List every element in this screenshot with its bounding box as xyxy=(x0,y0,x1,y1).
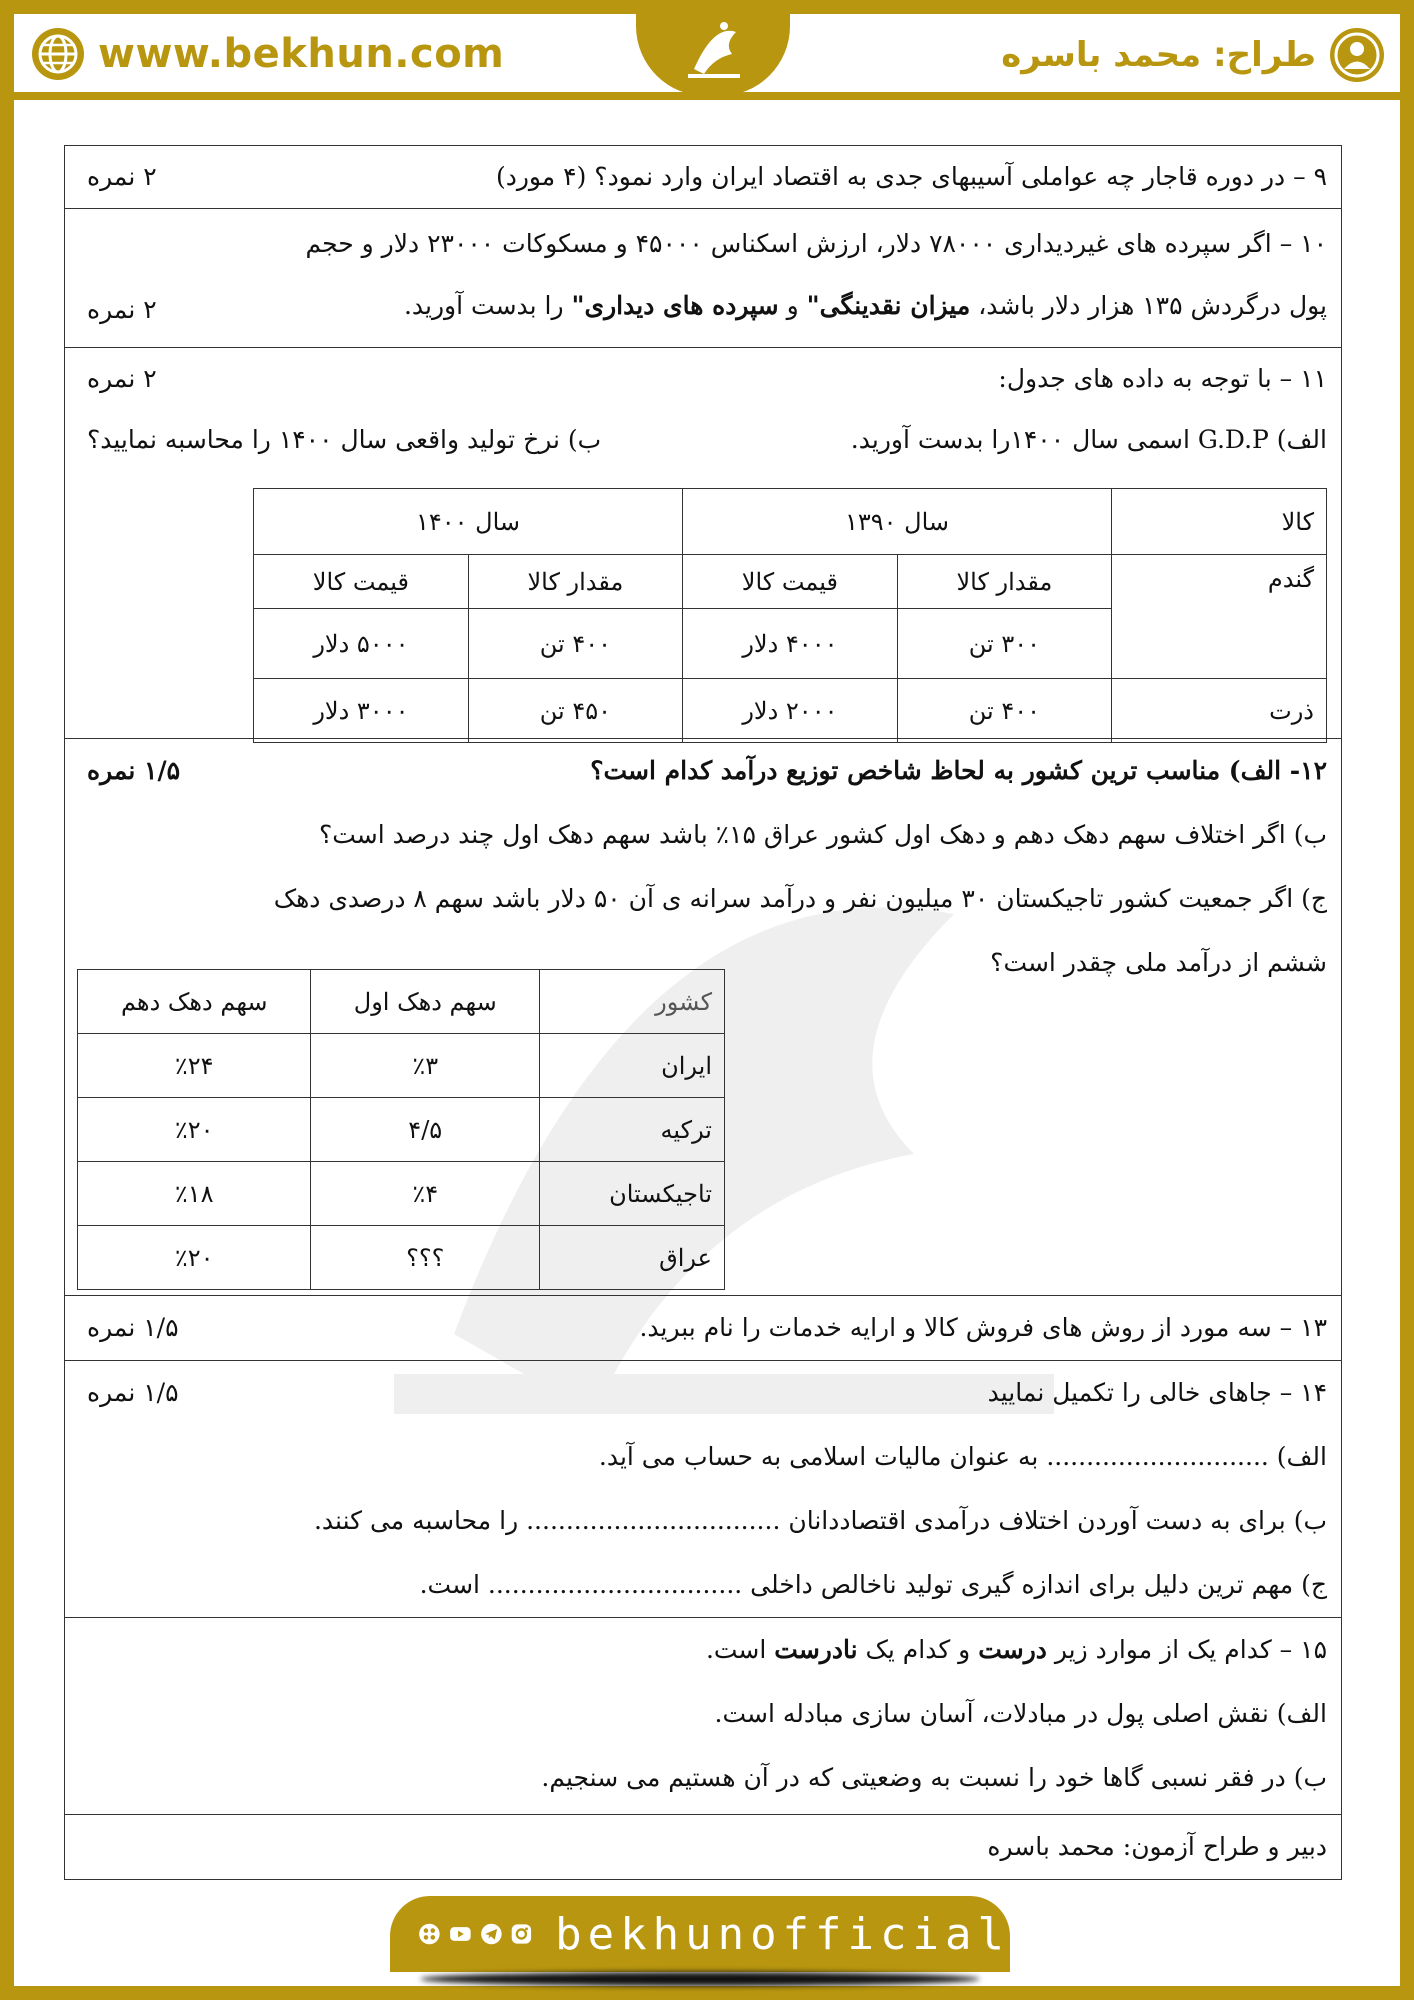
q10-line2-a: پول درگردش ۱۳۵ هزار دلار باشد، xyxy=(970,291,1327,320)
gdp-row-1-p1400: ۵۰۰۰ دلار xyxy=(254,609,469,679)
income-row-1-country: ایران xyxy=(540,1034,725,1098)
q11-part-b: ب) نرخ تولید واقعی سال ۱۴۰۰ را محاسبه نمایید؟ xyxy=(87,425,602,454)
income-row-4-country: عراق xyxy=(540,1226,725,1290)
gdp-row-1-q1400: ۴۰۰ تن xyxy=(468,609,682,679)
income-row-4-first: ؟؟؟ xyxy=(311,1226,540,1290)
q15-intro-b: درست xyxy=(978,1635,1047,1664)
q10-line2 xyxy=(65,275,1341,337)
q10-line2-b: میزان نقدینگی" xyxy=(806,291,971,320)
gdp-row-2-q1400: ۴۵۰ تن xyxy=(468,679,682,743)
q11-part-a: الف) G.D.P اسمی سال ۱۴۰۰را بدست آورید. xyxy=(850,425,1327,454)
header-divider xyxy=(14,92,1400,100)
q11-parts xyxy=(65,410,1341,470)
q11-score: ۲ نمره xyxy=(87,364,157,393)
q15-intro-c: و کدام یک xyxy=(857,1635,979,1664)
income-row-4-tenth: ٪۲۰ xyxy=(78,1226,311,1290)
gdp-row-1-q1390: ۳۰۰ تن xyxy=(897,609,1111,679)
gdp-h-price-1400: قیمت کالا xyxy=(254,555,469,609)
q10-line1: ۱۰ – اگر سپرده های غیردیداری ۷۸۰۰۰ دلار، ارزش اسکناس ۴۵۰۰۰ و مسکوکات ۲۳۰۰۰ دلار و حجم xyxy=(305,229,1327,258)
q14-intro: ۱۴ – جاهای خالی را تکمیل نمایید xyxy=(987,1378,1327,1407)
user-icon xyxy=(1328,26,1386,84)
q14-c: ج) مهم ترین دلیل برای اندازه گیری تولید ناخالص داخلی ................................ است. xyxy=(419,1570,1327,1599)
q15-intro-a: ۱۵ – کدام یک از موارد زیر xyxy=(1046,1635,1327,1664)
page xyxy=(14,14,1400,1986)
q13-text: ۱۳ – سه مورد از روش های فروش کالا و ارایه خدمات را نام ببرید. xyxy=(639,1313,1327,1342)
q10-line2-e: را بدست آورید. xyxy=(403,291,572,320)
q10-line2-d: سپرده های دیداری" xyxy=(571,291,779,320)
aparat-icon[interactable] xyxy=(418,1914,441,1954)
income-row-3-first: ٪۴ xyxy=(311,1162,540,1226)
logo-mark xyxy=(674,14,754,90)
q15-intro-d: نادرست xyxy=(774,1635,858,1664)
gdp-row-2-p1390: ۲۰۰۰ دلار xyxy=(683,679,898,743)
income-h-country: کشور xyxy=(540,970,725,1034)
teacher-text: دبیر و طراح آزمون: محمد باسره xyxy=(987,1832,1327,1861)
income-row-2-first: ۴/۵ xyxy=(311,1098,540,1162)
q15-b: ب) در فقر نسبی گاها خود را نسبت به وضعیتی که در آن هستیم می سنجیم. xyxy=(541,1763,1327,1792)
q14-score: ۱/۵ نمره xyxy=(87,1378,179,1407)
question-9 xyxy=(65,146,1341,209)
globe-icon xyxy=(30,26,86,82)
header xyxy=(14,14,1400,94)
youtube-icon[interactable] xyxy=(449,1914,472,1954)
designer xyxy=(1001,26,1386,84)
q12-c1: ج) اگر جمعیت کشور تاجیکستان ۳۰ میلیون نفر و درآمد سرانه ی آن ۵۰ دلار باشد سهم ۸ درصدی دهک xyxy=(273,884,1327,913)
question-11 xyxy=(65,348,1341,739)
q12-c2: ششم از درآمد ملی چقدر است؟ xyxy=(990,948,1327,977)
income-row-3-country: تاجیکستان xyxy=(540,1162,725,1226)
gdp-row-2-q1390: ۴۰۰ تن xyxy=(897,679,1111,743)
q10-score: ۲ نمره xyxy=(87,295,157,324)
income-table xyxy=(77,969,725,1290)
income-row-1-tenth: ٪۲۴ xyxy=(78,1034,311,1098)
q12-a: ۱۲- الف) مناسب ترین کشور به لحاظ شاخص توزیع درآمد کدام است؟ xyxy=(590,756,1327,785)
telegram-icon[interactable] xyxy=(480,1914,503,1954)
gdp-h-1390: سال ۱۳۹۰ xyxy=(683,489,1112,555)
question-13 xyxy=(65,1296,1341,1361)
q12-b: ب) اگر اختلاف سهم دهک دهم و دهک اول کشور عراق ۱۵٪ باشد سهم دهک اول چند درصد است؟ xyxy=(318,820,1327,849)
income-row-2-country: ترکیه xyxy=(540,1098,725,1162)
question-12 xyxy=(65,739,1341,1296)
q9-text: ۹ – در دوره قاجار چه عواملی آسیبهای جدی به اقتصاد ایران وارد نمود؟ (۴ مورد) xyxy=(495,162,1327,191)
gdp-row-2-p1400: ۳۰۰۰ دلار xyxy=(254,679,469,743)
designer-text: طراح: محمد باسره xyxy=(1001,35,1316,75)
gdp-row-1-p1390: ۴۰۰۰ دلار xyxy=(683,609,898,679)
q13-score: ۱/۵ نمره xyxy=(87,1313,179,1342)
q15-intro xyxy=(65,1618,1341,1682)
gdp-row-1-item: گندم xyxy=(1112,555,1327,679)
instagram-icon[interactable] xyxy=(510,1914,533,1954)
question-15 xyxy=(65,1618,1341,1815)
gdp-row-2-item: ذرت xyxy=(1112,679,1327,743)
q10-line2-c: و xyxy=(778,291,807,320)
question-10 xyxy=(65,213,1341,348)
gdp-table xyxy=(253,488,1327,743)
website-link[interactable] xyxy=(30,26,504,82)
gdp-h-item: کالا xyxy=(1112,489,1327,555)
income-h-tenth: سهم دهک دهم xyxy=(78,970,311,1034)
q14-b: ب) برای به دست آوردن اختلاف درآمدی اقتصاددانان ................................ را محاسبه می کنند. xyxy=(313,1506,1327,1535)
gdp-h-qty-1390: مقدار کالا xyxy=(897,555,1111,609)
website-text: www.bekhun.com xyxy=(98,31,505,77)
q14-a: الف) ............................ به عنوان مالیات اسلامی به حساب می آید. xyxy=(598,1442,1327,1471)
income-row-3-tenth: ٪۱۸ xyxy=(78,1162,311,1226)
income-h-first: سهم دهک اول xyxy=(311,970,540,1034)
gdp-h-price-1390: قیمت کالا xyxy=(683,555,898,609)
q15-a: الف) نقش اصلی پول در مبادلات، آسان سازی مبادله است. xyxy=(714,1699,1327,1728)
gdp-h-qty-1400: مقدار کالا xyxy=(468,555,682,609)
exam-content xyxy=(64,145,1342,1880)
q11-intro: ۱۱ – با توجه به داده های جدول: xyxy=(998,364,1327,393)
question-14 xyxy=(65,1361,1341,1618)
social-handle[interactable]: bekhunofficial xyxy=(555,1908,1010,1960)
teacher-row xyxy=(65,1815,1341,1880)
gdp-h-1400: سال ۱۴۰۰ xyxy=(254,489,683,555)
income-row-1-first: ٪۳ xyxy=(311,1034,540,1098)
income-row-2-tenth: ٪۲۰ xyxy=(78,1098,311,1162)
q12-score: ۱/۵ نمره xyxy=(87,756,181,785)
social-bar xyxy=(390,1896,1010,1972)
q15-intro-e: است. xyxy=(705,1635,775,1664)
q9-score: ۲ نمره xyxy=(87,162,157,191)
social-bar-shadow xyxy=(420,1972,980,1986)
